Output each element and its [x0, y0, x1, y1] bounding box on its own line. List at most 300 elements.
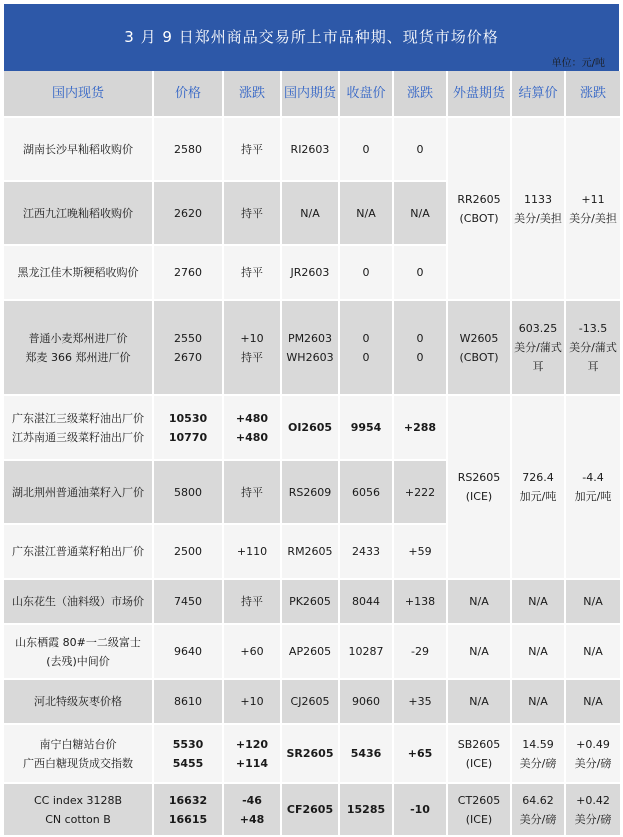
futures-change-line: N/A [410, 206, 430, 220]
spot-name-line: 郑麦 366 郑州进厂价 [25, 350, 131, 364]
foreign-change-line: N/A [583, 595, 603, 608]
column-header: 涨跌 [394, 71, 448, 118]
foreign-change-text [569, 190, 617, 228]
foreign-contract-text [458, 791, 500, 829]
futures-change [394, 461, 448, 525]
futures-contract-text [289, 642, 331, 661]
spot-name-line: 广西白糖现货成交指数 [23, 756, 133, 770]
foreign-contract [448, 625, 512, 680]
spot-price-line: 2670 [174, 350, 202, 364]
spot-price-line: 5455 [172, 756, 204, 770]
futures-contract [282, 301, 340, 396]
foreign-settle-line: 加元/吨 [519, 490, 557, 503]
spot-name-text [12, 592, 144, 611]
spot-change-line: -46 [242, 793, 262, 807]
foreign-settle-text [514, 319, 562, 376]
foreign-contract [448, 784, 512, 837]
spot-price-text [174, 140, 202, 159]
futures-close-line: 6056 [352, 485, 380, 499]
spot-change-line: +10 [240, 695, 264, 708]
foreign-change [566, 725, 622, 784]
futures-close-text [352, 483, 380, 502]
spot-change-text [241, 204, 263, 223]
futures-close [340, 246, 394, 301]
futures-close-text [363, 263, 370, 282]
spot-change [224, 625, 282, 680]
foreign-change [566, 680, 622, 725]
futures-contract [282, 461, 340, 525]
spot-change [224, 396, 282, 461]
foreign-settle [512, 118, 566, 301]
futures-close [340, 680, 394, 725]
spot-price-line: 2550 [174, 331, 202, 345]
futures-close [340, 625, 394, 680]
foreign-contract-line: (CBOT) [459, 350, 499, 364]
futures-close-text [363, 140, 370, 159]
spot-change-text [241, 140, 263, 159]
futures-change-text [410, 800, 430, 819]
spot-price-text [174, 642, 202, 661]
futures-change-line: +288 [403, 421, 437, 434]
futures-change-line: 0 [416, 266, 424, 279]
futures-change [394, 246, 448, 301]
futures-change-line: +35 [408, 695, 432, 708]
futures-change-text [411, 642, 429, 661]
spot-name [4, 301, 154, 396]
foreign-contract-line: CT2605 [457, 793, 501, 807]
spot-price-text [174, 692, 202, 711]
futures-close-line: 0 [362, 142, 370, 156]
futures-change [394, 525, 448, 580]
column-header: 结算价 [512, 71, 566, 118]
spot-price-line: 16632 [168, 793, 208, 807]
futures-contract-line: RM2605 [287, 545, 333, 558]
futures-close-text [363, 329, 370, 367]
futures-change [394, 725, 448, 784]
futures-change-line: -10 [410, 803, 430, 816]
spot-change-line: +10 [240, 331, 264, 345]
spot-change [224, 118, 282, 182]
futures-contract [282, 580, 340, 625]
futures-close [340, 725, 394, 784]
spot-name [4, 525, 154, 580]
spot-price-line: 10530 [168, 411, 208, 425]
foreign-contract-text [469, 592, 488, 611]
spot-price [154, 580, 224, 625]
column-header: 涨跌 [566, 71, 622, 118]
spot-name-line: 广东湛江普通菜籽粕出厂价 [12, 545, 144, 558]
futures-close-text [351, 418, 382, 437]
spot-change-line: 持平 [241, 206, 263, 220]
foreign-change-text [583, 692, 602, 711]
futures-contract-text [291, 692, 330, 711]
spot-price [154, 625, 224, 680]
futures-contract-line: WH2603 [286, 350, 334, 364]
futures-change-line: 0 [416, 350, 424, 364]
foreign-change-line: 美分/磅 [574, 756, 612, 770]
futures-close-line: 5436 [350, 747, 382, 760]
futures-close-text [356, 204, 375, 223]
foreign-change-line: +0.42 [576, 793, 610, 807]
futures-contract-text [289, 483, 332, 502]
foreign-contract [448, 680, 512, 725]
futures-change-text [408, 542, 431, 561]
spot-name [4, 625, 154, 680]
futures-contract [282, 625, 340, 680]
spot-name-line: CN cotton B [45, 812, 111, 826]
foreign-settle-line: N/A [528, 695, 548, 708]
spot-name-line: (去残)中间价 [46, 654, 110, 668]
foreign-contract-line: SB2605 [457, 737, 501, 751]
foreign-settle [512, 625, 566, 680]
futures-close [340, 182, 394, 246]
spot-change-line: +120 [235, 737, 269, 751]
futures-contract [282, 680, 340, 725]
foreign-contract [448, 396, 512, 580]
futures-change [394, 301, 448, 396]
futures-close-text [352, 542, 380, 561]
spot-change [224, 461, 282, 525]
spot-name-text [12, 483, 144, 502]
futures-contract [282, 246, 340, 301]
foreign-settle-line: 美分/磅 [519, 812, 557, 826]
futures-change-line: 0 [416, 142, 424, 156]
foreign-settle-text [520, 468, 557, 506]
foreign-settle-line: 603.25 [518, 322, 558, 335]
futures-contract-text [291, 140, 330, 159]
spot-name-text [26, 329, 131, 367]
spot-price-line: 2620 [174, 206, 202, 220]
foreign-settle-line: 726.4 [522, 471, 554, 484]
futures-contract-line: SR2605 [286, 747, 334, 760]
foreign-change-text [583, 642, 602, 661]
foreign-settle-line: 1133 [524, 192, 552, 206]
futures-close-line: 9060 [352, 695, 380, 708]
foreign-contract-text [469, 642, 488, 661]
futures-contract-text [286, 329, 333, 367]
column-header: 国内现货 [4, 71, 154, 118]
foreign-settle-text [528, 692, 547, 711]
foreign-settle-text [514, 190, 562, 228]
futures-close-line: 9954 [350, 421, 382, 434]
futures-change [394, 396, 448, 461]
foreign-contract-line: (ICE) [465, 490, 493, 503]
futures-close-text [347, 800, 385, 819]
foreign-change-text [569, 319, 617, 376]
spot-name-line: 江苏南通三级菜籽油出厂价 [12, 430, 144, 444]
column-header: 收盘价 [340, 71, 394, 118]
foreign-contract-line: RR2605 [457, 192, 501, 206]
spot-price [154, 725, 224, 784]
futures-contract-line: RI2603 [290, 142, 330, 156]
spot-name [4, 725, 154, 784]
spot-name-text [34, 791, 122, 829]
spot-name-line: 普通小麦郑州进厂价 [28, 331, 128, 345]
foreign-contract-line: (ICE) [465, 812, 493, 826]
foreign-contract-line: (ICE) [465, 756, 493, 770]
futures-contract [282, 784, 340, 837]
foreign-change-text [575, 468, 612, 506]
futures-change-text [408, 692, 431, 711]
spot-price-text [174, 483, 202, 502]
foreign-change-line: 美分/磅 [574, 812, 612, 826]
title-banner [4, 4, 619, 71]
futures-close [340, 396, 394, 461]
spot-price-text [174, 592, 202, 611]
foreign-change-line: +11 [581, 192, 605, 206]
futures-contract [282, 525, 340, 580]
futures-contract-line: PK2605 [289, 595, 331, 608]
spot-change [224, 301, 282, 396]
futures-contract-text [289, 592, 331, 611]
futures-close-text [352, 592, 380, 611]
foreign-settle [512, 396, 566, 580]
foreign-change-line: +0.49 [576, 737, 610, 751]
foreign-settle-line: 14.59 [522, 737, 554, 751]
spot-name-line: 湖北荆州普通油菜籽入厂价 [12, 485, 144, 499]
futures-contract-text [291, 263, 330, 282]
futures-change-line: 0 [416, 331, 424, 345]
foreign-contract [448, 580, 512, 625]
futures-contract-line: PM2603 [287, 331, 333, 345]
futures-contract-line: CJ2605 [290, 695, 330, 708]
spot-change-text [236, 735, 268, 773]
spot-price [154, 525, 224, 580]
futures-close-line: 0 [362, 266, 370, 279]
futures-change-text [417, 329, 424, 367]
foreign-contract-text [460, 329, 499, 367]
spot-price [154, 182, 224, 246]
foreign-contract-text [469, 692, 488, 711]
futures-change-line: +222 [404, 485, 436, 499]
foreign-change-line: -13.5 [578, 322, 608, 335]
spot-name [4, 680, 154, 725]
futures-contract-line: OI2605 [287, 421, 333, 434]
foreign-change-text [575, 735, 612, 773]
spot-change-line: +114 [235, 756, 269, 770]
futures-change-text [405, 592, 435, 611]
futures-close [340, 461, 394, 525]
foreign-settle-line: 美分/磅 [519, 756, 557, 770]
foreign-change-line: 美分/美担 [569, 211, 617, 225]
spot-change-text [241, 592, 263, 611]
foreign-settle-line: 美分/蒲式 [514, 341, 562, 354]
spot-change [224, 725, 282, 784]
futures-change [394, 182, 448, 246]
foreign-settle-text [528, 642, 547, 661]
spot-name [4, 246, 154, 301]
foreign-settle [512, 725, 566, 784]
foreign-change [566, 118, 622, 301]
spot-change [224, 580, 282, 625]
column-header: 价格 [154, 71, 224, 118]
spot-price [154, 461, 224, 525]
foreign-contract-line: (CBOT) [459, 211, 499, 225]
futures-change-line: -29 [411, 645, 429, 658]
foreign-contract [448, 725, 512, 784]
futures-change-line: +65 [407, 747, 433, 760]
spot-change-line: 持平 [241, 595, 263, 608]
foreign-change-line: 加元/吨 [574, 490, 612, 503]
futures-close-line: 2433 [352, 545, 380, 558]
spot-price-text [169, 409, 207, 447]
page-title: 3 月 9 日郑州商品交易所上市品种期、现货市场价格 [124, 28, 499, 46]
spot-change [224, 680, 282, 725]
spot-change-line: 持平 [241, 350, 263, 364]
futures-contract-line: RS2609 [288, 485, 332, 499]
spot-price-line: 5530 [172, 737, 204, 751]
spot-change [224, 246, 282, 301]
unit-label: 单位：元/吨 [551, 58, 605, 69]
futures-contract-text [300, 204, 319, 223]
foreign-change [566, 301, 622, 396]
foreign-settle [512, 301, 566, 396]
futures-change-text [417, 263, 424, 282]
spot-change-text [240, 692, 263, 711]
spot-change-line: +480 [235, 430, 269, 444]
foreign-settle-line: 美分/美担 [514, 211, 562, 225]
spot-name-line: 广东湛江三级菜籽油出厂价 [12, 411, 144, 425]
foreign-change [566, 784, 622, 837]
spot-name-text [23, 735, 133, 773]
foreign-settle-text [520, 735, 557, 773]
foreign-settle [512, 580, 566, 625]
futures-close [340, 784, 394, 837]
spot-change-line: +480 [235, 411, 269, 425]
spot-price-text [174, 204, 202, 223]
spot-price-text [174, 263, 202, 282]
foreign-change-line: N/A [583, 695, 603, 708]
spot-change-line: +48 [239, 812, 265, 826]
foreign-change-line: 美分/蒲式 [569, 341, 617, 354]
spot-price [154, 301, 224, 396]
spot-price-line: 8610 [174, 695, 202, 708]
foreign-contract-text [458, 468, 501, 506]
foreign-change-text [583, 592, 602, 611]
futures-close-line: 0 [362, 331, 370, 345]
spot-price-line: 2580 [174, 142, 202, 156]
spot-price-text [173, 735, 204, 773]
futures-close-line: 10287 [348, 645, 384, 658]
spot-price-text [169, 791, 207, 829]
futures-contract [282, 725, 340, 784]
spot-change-line: +60 [240, 645, 264, 658]
futures-close [340, 301, 394, 396]
spot-change-line: 持平 [241, 142, 263, 156]
spot-name [4, 118, 154, 182]
spot-name-line: 江西九江晚籼稻收购价 [23, 206, 133, 220]
futures-close-line: N/A [356, 206, 376, 220]
spot-name-line: 山东栖霞 80#一二级富士 [15, 635, 141, 649]
futures-contract-line: AP2605 [288, 645, 332, 658]
futures-change-text [405, 483, 435, 502]
spot-name-line: CC index 3128B [34, 793, 122, 807]
futures-change [394, 625, 448, 680]
futures-close [340, 580, 394, 625]
futures-change-text [408, 744, 433, 763]
spot-price [154, 396, 224, 461]
futures-change-text [410, 204, 429, 223]
futures-contract-text [286, 744, 333, 763]
spot-price-line: 2760 [174, 266, 202, 279]
spot-change-text [241, 483, 263, 502]
futures-change [394, 118, 448, 182]
futures-close [340, 118, 394, 182]
foreign-contract [448, 301, 512, 396]
spot-change-text [240, 791, 265, 829]
spot-price-line: 2500 [174, 545, 202, 558]
futures-change-line: +59 [408, 545, 432, 558]
futures-contract [282, 396, 340, 461]
spot-change-line: 持平 [241, 485, 263, 499]
column-header: 外盘期货 [448, 71, 512, 118]
foreign-change-text [575, 791, 612, 829]
spot-price-line: 7450 [174, 595, 202, 608]
spot-price [154, 118, 224, 182]
spot-change-line: 持平 [241, 266, 263, 279]
foreign-settle-line: N/A [528, 595, 548, 608]
foreign-settle-text [528, 592, 547, 611]
futures-change [394, 580, 448, 625]
spot-name-text [34, 692, 122, 711]
foreign-contract-text [458, 735, 501, 773]
foreign-change-line: -4.4 [582, 471, 604, 484]
spot-name-line: 山东花生（油料级）市场价 [12, 595, 144, 608]
futures-change-text [417, 140, 424, 159]
foreign-contract-line: N/A [469, 595, 489, 608]
futures-contract-text [287, 800, 333, 819]
spot-name [4, 461, 154, 525]
spot-change-text [240, 642, 263, 661]
spot-name [4, 182, 154, 246]
spot-name-text [18, 263, 139, 282]
futures-close-line: 0 [362, 350, 370, 364]
spot-change [224, 182, 282, 246]
foreign-contract-line: RS2605 [457, 471, 501, 484]
spot-name-line: 湖南长沙早籼稻收购价 [23, 142, 133, 156]
spot-change-text [241, 263, 263, 282]
futures-contract [282, 182, 340, 246]
foreign-contract-text [457, 190, 500, 228]
spot-price [154, 784, 224, 837]
foreign-contract-line: N/A [469, 695, 489, 708]
futures-close [340, 525, 394, 580]
spot-name-text [15, 633, 141, 671]
futures-contract-line: CF2605 [286, 803, 334, 816]
spot-change-text [236, 409, 268, 447]
spot-price [154, 680, 224, 725]
foreign-contract-line: N/A [469, 645, 489, 658]
spot-change [224, 525, 282, 580]
futures-contract-text [288, 418, 332, 437]
spot-name-text [23, 140, 133, 159]
futures-contract [282, 118, 340, 182]
foreign-contract-line: W2605 [459, 331, 499, 345]
spot-name [4, 580, 154, 625]
spot-price-line: 5800 [174, 485, 202, 499]
spot-name-line: 黑龙江佳木斯粳稻收购价 [17, 266, 139, 279]
foreign-settle-line: 耳 [532, 360, 544, 373]
foreign-change-line: 耳 [587, 360, 599, 373]
futures-contract-text [287, 542, 332, 561]
foreign-settle [512, 680, 566, 725]
foreign-change [566, 625, 622, 680]
foreign-settle-text [520, 791, 557, 829]
futures-change-text [404, 418, 436, 437]
spot-change-line: +110 [236, 545, 268, 558]
column-header: 涨跌 [224, 71, 282, 118]
futures-change [394, 680, 448, 725]
